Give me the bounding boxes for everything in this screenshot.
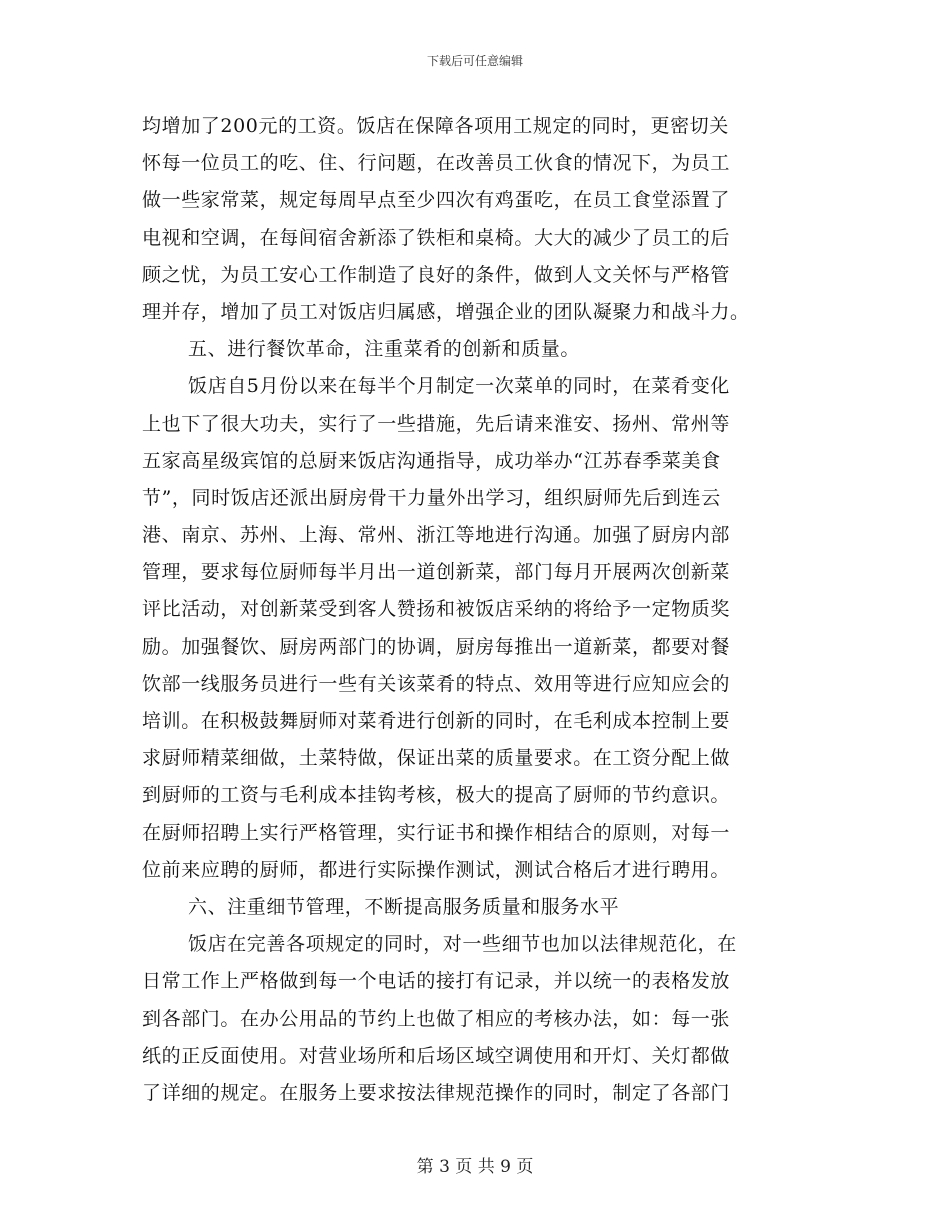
- page-header: 下载后可任意编辑: [426, 54, 523, 68]
- text-line: 了详细的规定。在服务上要求按法律规范操作的同时，制定了各部门: [142, 1081, 731, 1104]
- text-line: 到各部门。在办公用品的节约上也做了相应的考核办法，如：每一张: [142, 1007, 731, 1030]
- paragraph-start-line: 饭店自5月份以来在每半个月制定一次菜单的同时，在菜肴变化: [188, 375, 730, 398]
- text-line: 到厨师的工资与毛利成本挂钩考核，极大的提高了厨师的节约意识。: [142, 784, 731, 807]
- paragraph-start-line: 六、注重细节管理，不断提高服务质量和服务水平: [188, 895, 620, 918]
- paragraph-start-line: 五、进行餐饮革命，注重菜肴的创新和质量。: [188, 338, 581, 361]
- text-line: 均增加了200元的工资。饭店在保障各项用工规定的同时，更密切关: [142, 115, 729, 137]
- text-line: 纸的正反面使用。对营业场所和后场区域空调使用和开灯、关灯都做: [142, 1044, 731, 1067]
- text-line: 电视和空调，在每间宿舍新添了铁柜和桌椅。大大的减少了员工的后: [142, 226, 731, 249]
- text-line: 港、南京、苏州、上海、常州、浙江等地进行沟通。加强了厨房内部: [142, 524, 731, 547]
- text-line: 五家高星级宾馆的总厨来饭店沟通指导，成功举办“江苏春季菜美食: [142, 449, 721, 472]
- text-line: 在厨师招聘上实行严格管理，实行证书和操作相结合的原则，对每一: [142, 821, 731, 844]
- paragraph-start-line: 饭店在完善各项规定的同时，对一些细节也加以法律规范化，在: [188, 933, 737, 956]
- text-line: 求厨师精菜细做，土菜特做，保证出菜的质量要求。在工资分配上做: [142, 747, 731, 770]
- text-line: 励。加强餐饮、厨房两部门的协调，厨房每推出一道新菜，都要对餐: [142, 635, 731, 658]
- text-line: 怀每一位员工的吃、住、行问题，在改善员工伙食的情况下，为员工: [142, 152, 731, 175]
- text-line: 上也下了很大功夫，实行了一些措施，先后请来淮安、扬州、常州等: [142, 412, 731, 435]
- text-line: 评比活动，对创新菜受到客人赞扬和被饭店采纳的将给予一定物质奖: [142, 598, 731, 621]
- text-line: 节”，同时饭店还派出厨房骨干力量外出学习，组织厨师先后到连云: [142, 486, 721, 509]
- text-line: 培训。在积极鼓舞厨师对菜肴进行创新的同时，在毛利成本控制上要: [142, 710, 731, 732]
- document-body: [142, 108, 808, 1112]
- text-line: 管理，要求每位厨师每半月出一道创新菜，部门每月开展两次创新菜: [142, 561, 731, 584]
- text-line: 理并存，增加了员工对饭店归属感，增强企业的团队凝聚力和战斗力。: [142, 300, 750, 323]
- text-line: 做一些家常菜，规定每周早点至少四次有鸡蛋吃，在员工食堂添置了: [142, 189, 731, 212]
- page-footer: 第 3 页 共 9 页: [416, 1157, 534, 1177]
- text-line: 位前来应聘的厨师，都进行实际操作测试，测试合格后才进行聘用。: [142, 858, 731, 881]
- text-line: 日常工作上严格做到每一个电话的接打有记录，并以统一的表格发放: [142, 970, 731, 993]
- text-line: 顾之忧，为员工安心工作制造了良好的条件，做到人文关怀与严格管: [142, 263, 731, 286]
- text-line: 饮部一线服务员进行一些有关该菜肴的特点、效用等进行应知应会的: [142, 672, 731, 695]
